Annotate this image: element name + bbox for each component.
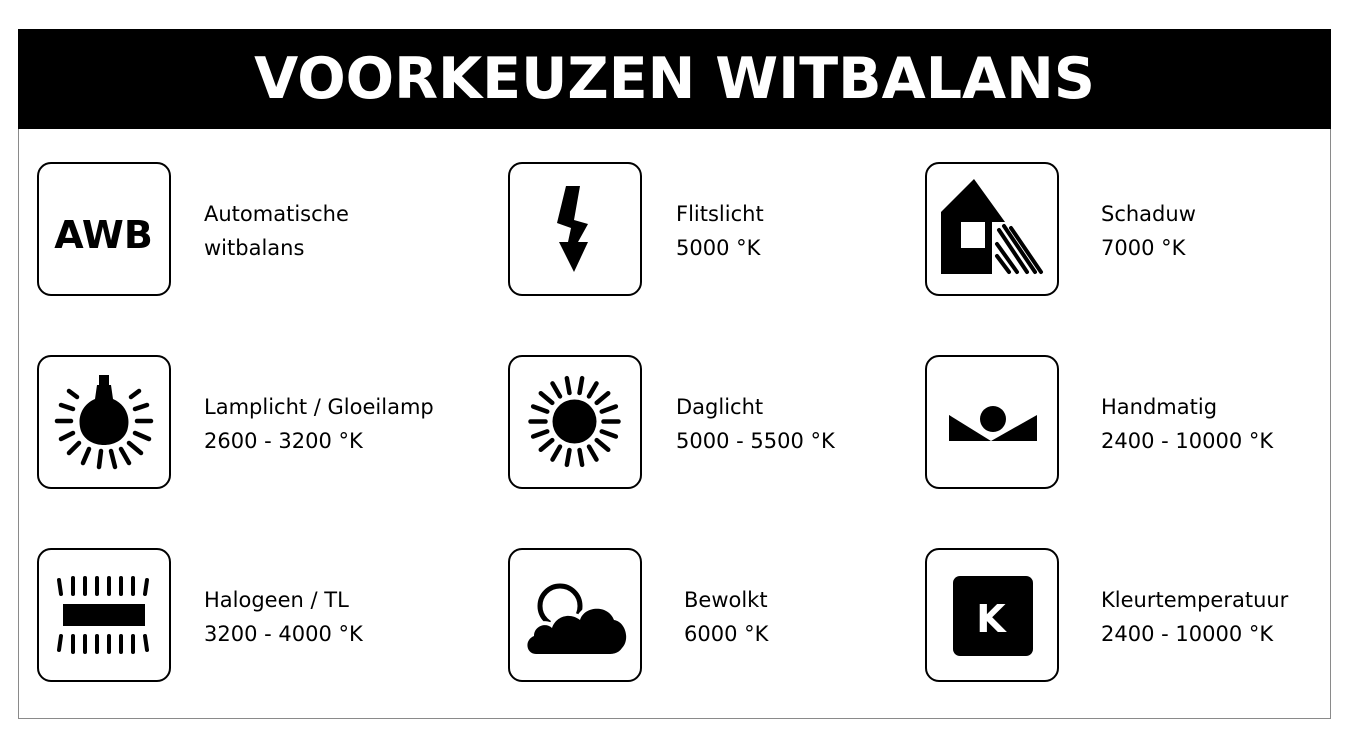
shade-icon [927,164,1056,293]
sun-icon [510,357,639,486]
preset-name: Flitslicht [676,202,764,226]
preset-tile-flash [508,162,642,296]
preset-name: Automatische [204,202,349,226]
preset-label-flash [676,197,764,265]
preset-label-custom [1101,390,1273,458]
preset-name: Bewolkt [684,588,768,612]
preset-name: Kleurtemperatuur [1101,588,1289,612]
preset-tile-kelvin [925,548,1059,682]
preset-label-fluorescent [204,583,363,651]
preset-name: Handmatig [1101,395,1218,419]
preset-label-tungsten [204,390,434,458]
preset-name: Schaduw [1101,202,1196,226]
preset-label-cloudy [684,583,768,651]
tungsten-bulb-icon [39,357,168,486]
svg-text:AWB: AWB [54,213,153,257]
preset-tile-fluorescent [37,548,171,682]
flash-icon [510,164,639,293]
preset-label-shade [1101,197,1196,265]
preset-value: 6000 °K [684,622,769,646]
preset-value: 7000 °K [1101,236,1186,260]
preset-value: 3200 - 4000 °K [204,622,363,646]
preset-value: witbalans [204,236,305,260]
preset-name: Lamplicht / Gloeilamp [204,395,434,419]
custom-wb-icon [927,357,1056,486]
preset-value: 5000 °K [676,236,761,260]
svg-text:K: K [976,597,1006,641]
preset-tile-tungsten [37,355,171,489]
page-title: VOORKEUZEN WITBALANS [18,29,1331,129]
preset-value: 2400 - 10000 °K [1101,429,1274,453]
preset-tile-cloudy [508,548,642,682]
preset-tile-shade [925,162,1059,296]
preset-tile-custom [925,355,1059,489]
fluorescent-icon [39,550,168,679]
kelvin-icon [927,550,1056,679]
preset-name: Daglicht [676,395,764,419]
preset-label-daylight [676,390,835,458]
preset-tile-awb [37,162,171,296]
preset-name: Halogeen / TL [204,588,349,612]
preset-value: 5000 - 5500 °K [676,429,835,453]
cloudy-icon [510,550,639,679]
preset-value: 2400 - 10000 °K [1101,622,1274,646]
preset-value: 2600 - 3200 °K [204,429,363,453]
awb-icon [39,164,168,293]
preset-label-kelvin [1101,583,1288,651]
preset-label-awb [204,197,349,265]
preset-tile-daylight [508,355,642,489]
